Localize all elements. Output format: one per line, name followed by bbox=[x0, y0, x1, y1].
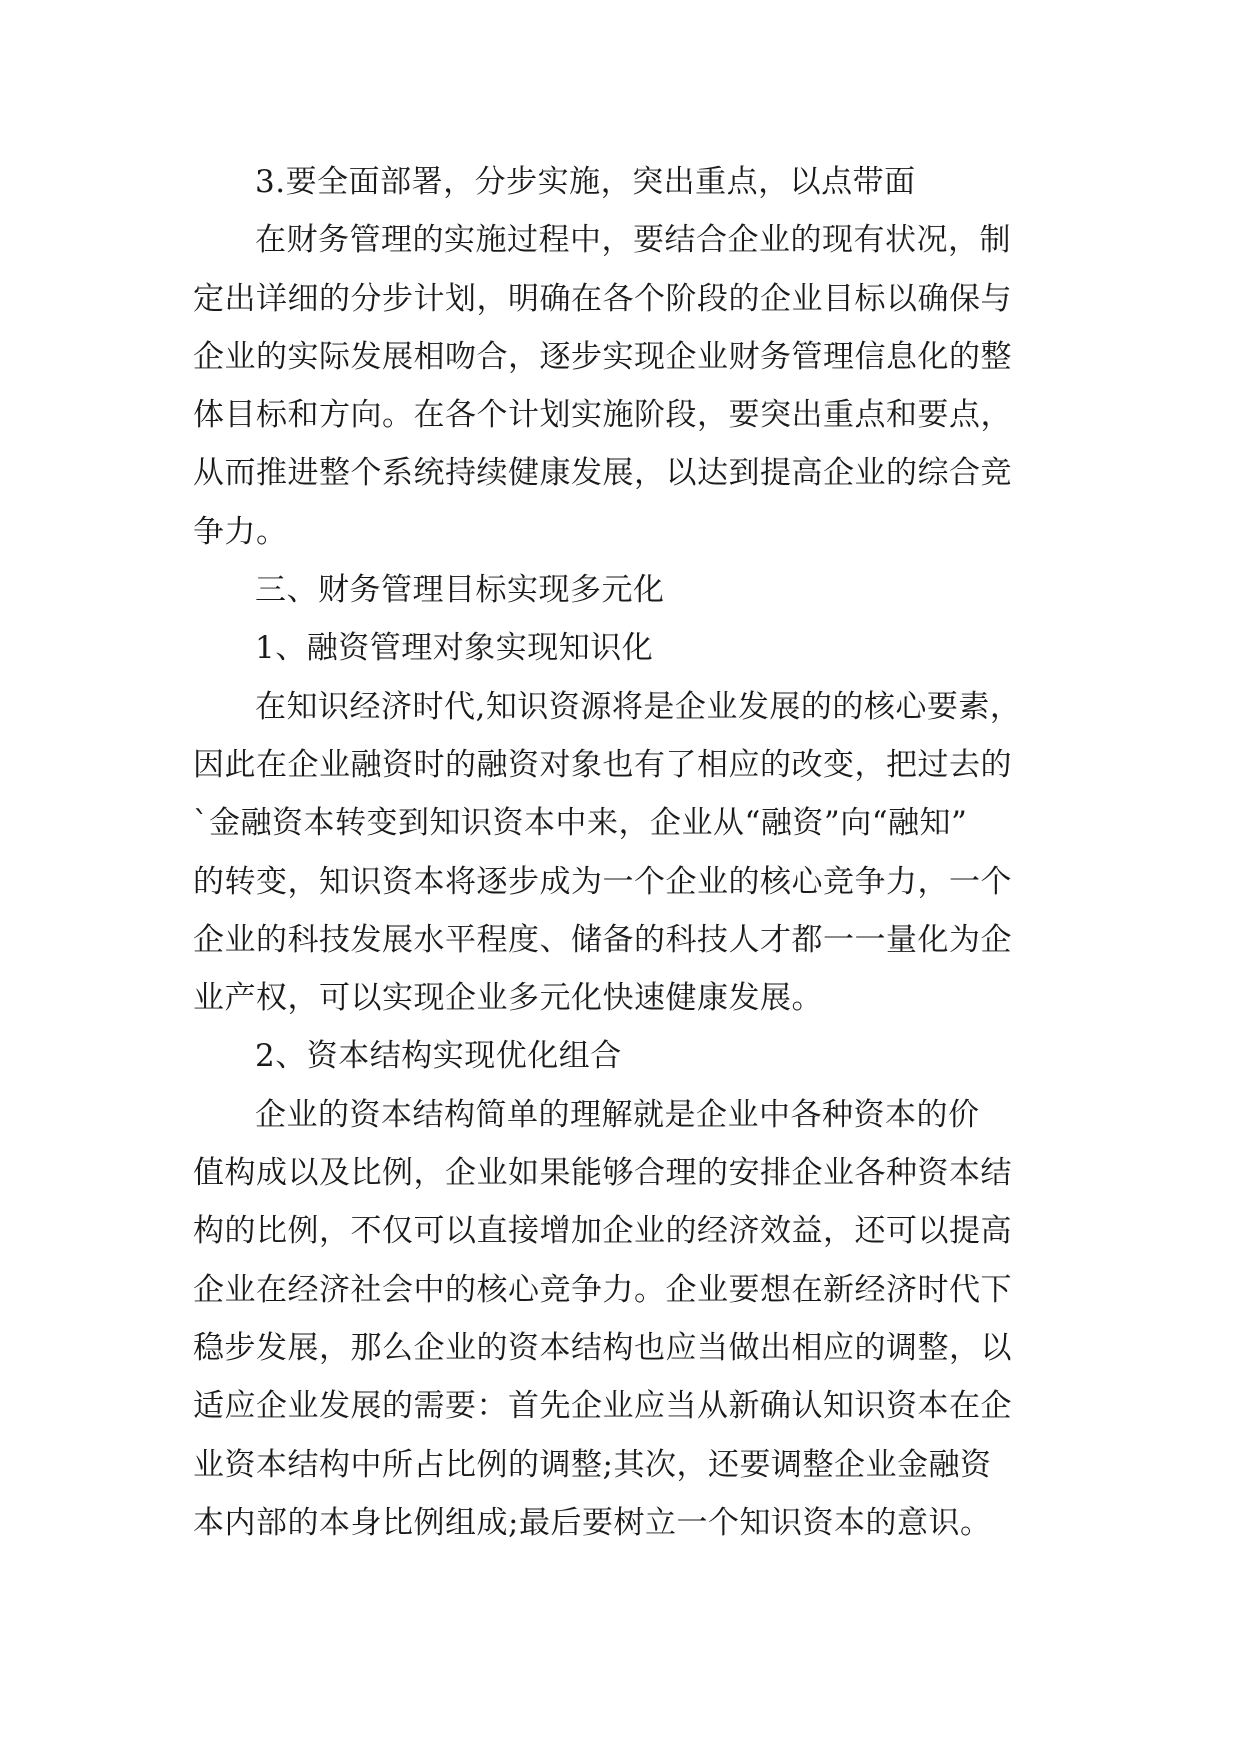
paragraph-line: 适应企业发展的需要：首先企业应当从新确认知识资本在企 bbox=[193, 1388, 1012, 1425]
paragraph-line: 从而推进整个系统持续健康发展，以达到提高企业的综合竞 bbox=[193, 455, 1012, 492]
paragraph-line: 构的比例，不仅可以直接增加企业的经济效益，还可以提高 bbox=[193, 1213, 1012, 1250]
paragraph-line: 本内部的本身比例组成;最后要树立一个知识资本的意识。 bbox=[193, 1504, 992, 1541]
paragraph-line: 在知识经济时代,知识资源将是企业发展的的核心要素， bbox=[255, 688, 1022, 725]
paragraph-line: `金融资本转变到知识资本中来，企业从“融资”向“融知” bbox=[193, 805, 968, 842]
paragraph-line: 在财务管理的实施过程中，要结合企业的现有状况，制 bbox=[255, 222, 1011, 259]
paragraph-line: 体目标和方向。在各个计划实施阶段，要突出重点和要点， bbox=[193, 397, 1012, 434]
paragraph-line: 企业的科技发展水平程度、储备的科技人才都一一量化为企 bbox=[193, 921, 1012, 958]
paragraph-line: 企业在经济社会中的核心竞争力。企业要想在新经济时代下 bbox=[193, 1271, 1012, 1308]
body-text bbox=[193, 153, 1053, 1552]
paragraph-line: 值构成以及比例，企业如果能够合理的安排企业各种资本结 bbox=[193, 1155, 1012, 1192]
subheading-2: 2、资本结构实现优化组合 bbox=[255, 1038, 622, 1075]
paragraph-line: 因此在企业融资时的融资对象也有了相应的改变，把过去的 bbox=[193, 746, 1012, 783]
section-heading-3: 三、财务管理目标实现多元化 bbox=[255, 572, 665, 609]
paragraph-line: 企业的实际发展相吻合，逐步实现企业财务管理信息化的整 bbox=[193, 338, 1012, 375]
subheading-1: 1、融资管理对象实现知识化 bbox=[255, 630, 654, 667]
paragraph-line: 定出详细的分步计划，明确在各个阶段的企业目标以确保与 bbox=[193, 280, 1012, 317]
paragraph-line: 业产权，可以实现企业多元化快速健康发展。 bbox=[193, 980, 823, 1017]
paragraph-line: 业资本结构中所占比例的调整;其次，还要调整企业金融资 bbox=[193, 1446, 992, 1483]
paragraph-line: 企业的资本结构简单的理解就是企业中各种资本的价 bbox=[255, 1096, 980, 1133]
paragraph-line: 的转变，知识资本将逐步成为一个企业的核心竞争力，一个 bbox=[193, 863, 1012, 900]
paragraph-line: 稳步发展，那么企业的资本结构也应当做出相应的调整，以 bbox=[193, 1329, 1012, 1366]
paragraph-line: 争力。 bbox=[193, 513, 288, 550]
heading-point-3: 3.要全面部署，分步实施，突出重点，以点带面 bbox=[255, 164, 916, 200]
